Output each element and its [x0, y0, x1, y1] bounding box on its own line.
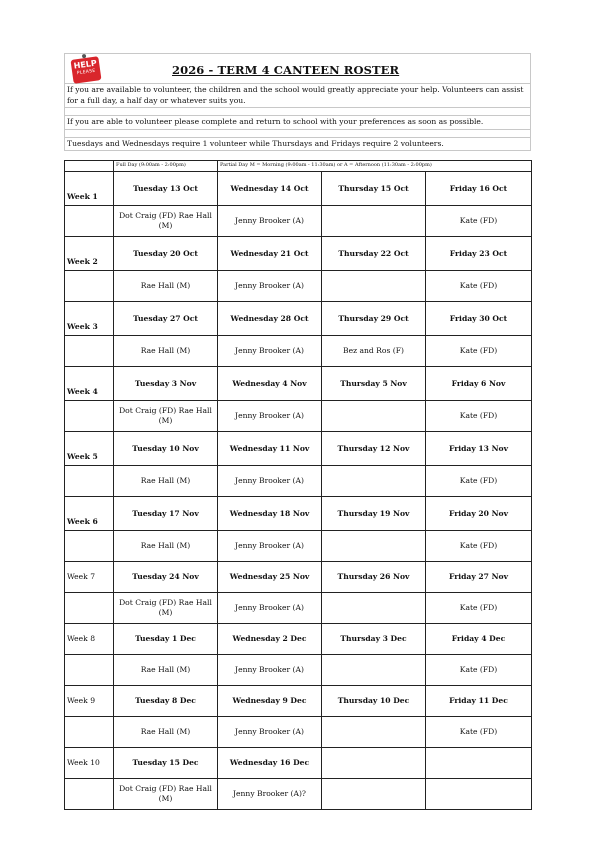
blank-row — [64, 108, 531, 116]
volunteer-cell[interactable]: Kate (FD) — [426, 466, 532, 497]
week-dates-row — [65, 302, 532, 336]
legend-row — [65, 161, 532, 172]
day-header-cell: Tuesday 3 Nov — [114, 367, 218, 401]
volunteer-cell[interactable]: Rae Hall (M) — [114, 466, 218, 497]
week-label-blank-cell — [65, 336, 114, 367]
volunteer-cell[interactable]: Kate (FD) — [426, 206, 532, 237]
volunteer-cell[interactable]: Rae Hall (M) — [114, 271, 218, 302]
volunteer-cell[interactable] — [426, 779, 532, 810]
week-label: Week 9 — [65, 686, 114, 717]
volunteer-cell[interactable]: Jenny Brooker (A) — [218, 593, 322, 624]
day-header-cell: Thursday 3 Dec — [322, 624, 426, 655]
roster-table — [64, 160, 532, 810]
volunteer-cell[interactable] — [322, 271, 426, 302]
day-header-cell: Thursday 12 Nov — [322, 432, 426, 466]
day-header-cell: Friday 11 Dec — [426, 686, 532, 717]
week-label-blank-cell — [65, 206, 114, 237]
volunteer-cell[interactable] — [322, 593, 426, 624]
volunteer-cell[interactable]: Kate (FD) — [426, 717, 532, 748]
week-volunteers-row — [65, 779, 532, 810]
volunteer-cell[interactable]: Dot Craig (FD) Rae Hall (M) — [114, 779, 218, 810]
legend-partial-day: Partial Day M = Morning (9:00am - 11:30am) or A = Afternoon (11:30am - 2:00pm) — [218, 161, 532, 172]
volunteer-cell[interactable]: Kate (FD) — [426, 531, 532, 562]
day-header-cell: Tuesday 20 Oct — [114, 237, 218, 271]
day-header-cell: Wednesday 4 Nov — [218, 367, 322, 401]
day-header-cell: Thursday 19 Nov — [322, 497, 426, 531]
page-title: 2026 - TERM 4 CANTEEN ROSTER — [172, 63, 400, 77]
volunteer-cell[interactable]: Jenny Brooker (A) — [218, 271, 322, 302]
day-header-cell: Tuesday 27 Oct — [114, 302, 218, 336]
volunteer-cell[interactable]: Jenny Brooker (A) — [218, 401, 322, 432]
week-volunteers-row — [65, 401, 532, 432]
week-label-blank-cell — [65, 655, 114, 686]
volunteer-cell[interactable]: Kate (FD) — [426, 401, 532, 432]
day-header-cell: Wednesday 14 Oct — [218, 172, 322, 206]
day-header-cell: Friday 23 Oct — [426, 237, 532, 271]
day-header-cell: Wednesday 2 Dec — [218, 624, 322, 655]
week-volunteers-row — [65, 655, 532, 686]
week-label: Week 10 — [65, 748, 114, 779]
day-header-cell: Tuesday 15 Dec — [114, 748, 218, 779]
day-header-cell: Wednesday 21 Oct — [218, 237, 322, 271]
week-dates-row — [65, 237, 532, 271]
volunteer-cell[interactable]: Rae Hall (M) — [114, 655, 218, 686]
day-header-cell: Tuesday 8 Dec — [114, 686, 218, 717]
day-header-cell: Friday 27 Nov — [426, 562, 532, 593]
volunteer-cell[interactable]: Kate (FD) — [426, 336, 532, 367]
week-label: Week 6 — [65, 497, 114, 531]
week-label-blank-cell — [65, 271, 114, 302]
volunteer-cell[interactable]: Dot Craig (FD) Rae Hall (M) — [114, 401, 218, 432]
volunteer-cell[interactable] — [322, 206, 426, 237]
day-header-cell: Friday 13 Nov — [426, 432, 532, 466]
day-header-cell: Thursday 22 Oct — [322, 237, 426, 271]
volunteer-cell[interactable]: Jenny Brooker (A) — [218, 336, 322, 367]
volunteer-cell[interactable]: Kate (FD) — [426, 593, 532, 624]
day-header-cell: Wednesday 9 Dec — [218, 686, 322, 717]
requirements-text: Tuesdays and Wednesdays require 1 volunteer while Thursdays and Fridays require 2 volunteers. — [64, 138, 531, 152]
day-header-cell: Tuesday 17 Nov — [114, 497, 218, 531]
volunteer-cell[interactable] — [322, 401, 426, 432]
volunteer-cell[interactable]: Kate (FD) — [426, 271, 532, 302]
legend-full-day: Full Day (9:00am - 2:00pm) — [114, 161, 218, 172]
day-header-cell: Thursday 29 Oct — [322, 302, 426, 336]
week-label-blank-cell — [65, 531, 114, 562]
volunteer-cell[interactable]: Dot Craig (FD) Rae Hall (M) — [114, 206, 218, 237]
week-dates-row — [65, 172, 532, 206]
help-please-logo — [70, 56, 101, 84]
day-header-cell: Friday 4 Dec — [426, 624, 532, 655]
day-header-cell: Tuesday 13 Oct — [114, 172, 218, 206]
week-label-blank-cell — [65, 466, 114, 497]
volunteer-cell[interactable] — [322, 779, 426, 810]
week-dates-row — [65, 686, 532, 717]
day-header-cell: Friday 6 Nov — [426, 367, 532, 401]
week-label: Week 5 — [65, 432, 114, 466]
week-dates-row — [65, 562, 532, 593]
day-header-cell: Wednesday 11 Nov — [218, 432, 322, 466]
volunteer-cell[interactable]: Bez and Ros (F) — [322, 336, 426, 367]
week-volunteers-row — [65, 531, 532, 562]
week-label-blank-cell — [65, 779, 114, 810]
day-header-cell: Friday 16 Oct — [426, 172, 532, 206]
day-header-cell: Thursday 26 Nov — [322, 562, 426, 593]
volunteer-cell[interactable]: Jenny Brooker (A) — [218, 466, 322, 497]
day-header-cell: Thursday 10 Dec — [322, 686, 426, 717]
week-label-blank-cell — [65, 593, 114, 624]
legend-blank-cell — [65, 161, 114, 172]
week-label-blank-cell — [65, 717, 114, 748]
title-row — [64, 53, 531, 84]
week-volunteers-row — [65, 206, 532, 237]
volunteer-cell[interactable]: Jenny Brooker (A) — [218, 206, 322, 237]
week-dates-row — [65, 624, 532, 655]
volunteer-cell[interactable] — [322, 531, 426, 562]
volunteer-cell[interactable]: Jenny Brooker (A) — [218, 531, 322, 562]
week-volunteers-row — [65, 336, 532, 367]
volunteer-cell[interactable]: Rae Hall (M) — [114, 531, 218, 562]
week-label: Week 4 — [65, 367, 114, 401]
day-header-cell — [322, 748, 426, 779]
instructions-text: If you are able to volunteer please complete and return to school with your preferences as soon as possible. — [64, 116, 531, 130]
day-header-cell: Tuesday 1 Dec — [114, 624, 218, 655]
volunteer-cell[interactable]: Dot Craig (FD) Rae Hall (M) — [114, 593, 218, 624]
week-label: Week 7 — [65, 562, 114, 593]
volunteer-cell[interactable]: Jenny Brooker (A) — [218, 655, 322, 686]
volunteer-cell[interactable] — [322, 466, 426, 497]
volunteer-cell[interactable] — [322, 655, 426, 686]
week-label: Week 8 — [65, 624, 114, 655]
day-header-cell — [426, 748, 532, 779]
week-label: Week 2 — [65, 237, 114, 271]
week-volunteers-row — [65, 593, 532, 624]
volunteer-cell[interactable] — [322, 717, 426, 748]
blank-row — [64, 130, 531, 138]
week-label: Week 3 — [65, 302, 114, 336]
day-header-cell: Thursday 15 Oct — [322, 172, 426, 206]
document-header — [64, 53, 531, 151]
volunteer-cell[interactable]: Rae Hall (M) — [114, 717, 218, 748]
intro-text: If you are available to volunteer, the children and the school would greatly appreciate your help. Volunteers can assist for a full day, a half day or whatever suits you. — [64, 84, 531, 108]
logo-text-help: HELP — [73, 58, 98, 71]
day-header-cell: Friday 20 Nov — [426, 497, 532, 531]
week-volunteers-row — [65, 717, 532, 748]
week-label-blank-cell — [65, 401, 114, 432]
volunteer-cell[interactable]: Kate (FD) — [426, 655, 532, 686]
week-dates-row — [65, 748, 532, 779]
week-volunteers-row — [65, 271, 532, 302]
day-header-cell: Tuesday 10 Nov — [114, 432, 218, 466]
volunteer-cell[interactable]: Rae Hall (M) — [114, 336, 218, 367]
day-header-cell: Wednesday 18 Nov — [218, 497, 322, 531]
week-label: Week 1 — [65, 172, 114, 206]
logo-text-please: PLEASE — [76, 68, 96, 77]
week-dates-row — [65, 367, 532, 401]
day-header-cell: Wednesday 16 Dec — [218, 748, 322, 779]
day-header-cell: Wednesday 28 Oct — [218, 302, 322, 336]
volunteer-cell[interactable]: Jenny Brooker (A) — [218, 717, 322, 748]
day-header-cell: Friday 30 Oct — [426, 302, 532, 336]
volunteer-cell[interactable]: Jenny Brooker (A)? — [218, 779, 322, 810]
day-header-cell: Wednesday 25 Nov — [218, 562, 322, 593]
week-dates-row — [65, 497, 532, 531]
week-dates-row — [65, 432, 532, 466]
week-volunteers-row — [65, 466, 532, 497]
day-header-cell: Thursday 5 Nov — [322, 367, 426, 401]
day-header-cell: Tuesday 24 Nov — [114, 562, 218, 593]
